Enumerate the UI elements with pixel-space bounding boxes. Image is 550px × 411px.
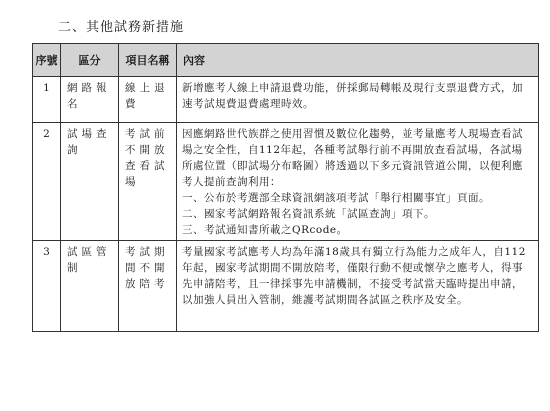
- row-number: 2: [33, 123, 61, 241]
- content-list-item: 二、國家考試網路報名資訊系統「試區查詢」項下。: [182, 208, 435, 220]
- row-number: 3: [33, 241, 61, 332]
- row-content: [177, 241, 539, 332]
- content-paragraph: 新增應考人線上申請退費功能，併採郵局轉帳及現行支票退費方式，加速考試規費退費處理時效。: [182, 82, 523, 110]
- content-paragraph: 因應網路世代族群之使用習慣及數位化趨勢，並考量應考人現場查看試場之安全性，自112年起，各種考試舉行前不再開放查看試場，各試場所處位置（即試場分布略圖）將透過以下多元資訊管道公開，以便利應考人提前查詢利用：: [182, 128, 523, 188]
- row-category: 試場查詢: [61, 123, 119, 241]
- measures-table: [32, 43, 539, 332]
- row-number: 1: [33, 77, 61, 123]
- content-paragraph: 考量國家考試應考人均為年滿18歲具有獨立行為能力之成年人，自112年起，國家考試期間不開放陪考，僅限行動不便或懷孕之應考人，得事先申請陪考，且一律採事先申請機制，不接受考試當天臨時提出申請，以加強人員出入管制，維護考試期間各試區之秩序及安全。: [182, 246, 526, 306]
- section-title: 二、其他試務新措施: [58, 20, 185, 35]
- content-list-item: 一、公布於考選部全球資訊網該項考試「舉行相關事宜」頁面。: [182, 192, 490, 204]
- table-row: [33, 241, 539, 332]
- row-category: 試區管制: [61, 241, 119, 332]
- header-content: 內容: [177, 44, 539, 77]
- table-row: [33, 77, 539, 123]
- row-item: 線上退費: [119, 77, 177, 123]
- content-list-item: 三、考試通知書所載之QRcode。: [182, 224, 348, 236]
- table-header-row: [33, 44, 539, 77]
- header-item: 項目名稱: [119, 44, 177, 77]
- row-content: [177, 77, 539, 123]
- header-category: 區分: [61, 44, 119, 77]
- header-no: 序號: [33, 44, 61, 77]
- row-item: 考試期間不開放陪考: [119, 241, 177, 332]
- table-row: [33, 123, 539, 241]
- row-item: 考試前不開放查看試場: [119, 123, 177, 241]
- row-content: [177, 123, 539, 241]
- row-category: 網路報名: [61, 77, 119, 123]
